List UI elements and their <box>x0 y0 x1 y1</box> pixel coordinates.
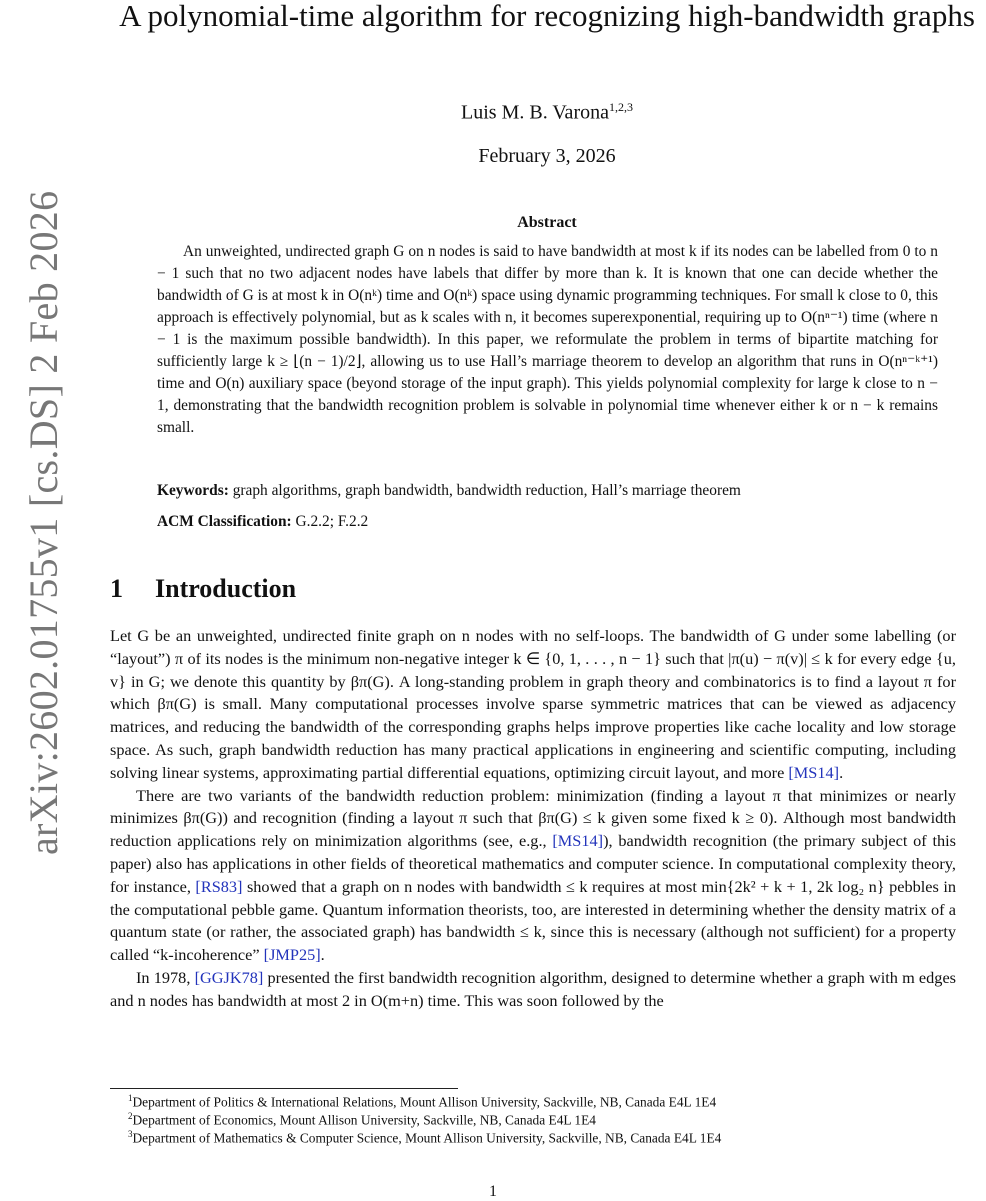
acm-classification-line <box>157 513 957 531</box>
abstract-heading: Abstract <box>517 214 577 231</box>
citation-link-ms14-2[interactable]: [MS14] <box>552 831 604 851</box>
paragraph-2 <box>110 785 956 967</box>
citation-link-jmp25[interactable]: [JMP25] <box>263 945 321 965</box>
paragraph-2-text-a: There are two variants of the bandwidth reduction problem: minimization (finding a layout π that minimizes or nearly minimizes βπ(G)) and recognition (finding a layout π such that βπ(G) ≤ k given some fixed k ≥ 0). Although most bandwidth reduction applications rely on minimization algorithms (see, e.g., <box>110 785 956 851</box>
author-line <box>110 100 984 125</box>
paper-title: A polynomial-time algorithm for recognizing high-bandwidth graphs <box>119 0 975 33</box>
acm-text: G.2.2; F.2.2 <box>295 513 369 530</box>
footnote-1 <box>128 1093 968 1110</box>
citation-link-rs83[interactable]: [RS83] <box>195 876 243 896</box>
citation-link-ggjk78[interactable]: [GGJK78] <box>194 967 264 987</box>
footnote-2 <box>128 1111 968 1128</box>
paragraph-2-text-b: ), bandwidth recognition (the primary subject of this paper) also has applications in other fields of theoretical mathematics and computer science. In computational complexity theory, for instance, <box>110 831 957 896</box>
paragraph-3-text-a: In 1978, <box>136 967 191 987</box>
paragraph-2-text-c: showed that a graph on n nodes with bandwidth ≤ k requires at most min{2k² + k + 1, 2k log₂ n} pebbles in the computational pebble game. Quantum information theorists, too, are interested in determining whether the density matrix of a quantum state (or rather, the associated graph) has bandwidth ≤ k, since this is necessary (although not sufficient) for a property called “k-incoherence” <box>110 876 956 965</box>
keywords-label: Keywords: <box>157 482 229 499</box>
footnote-1-mark: 1 <box>128 1093 133 1103</box>
paragraph-1-end: . <box>839 762 844 782</box>
section-number: 1 <box>110 574 123 603</box>
footnote-2-mark: 2 <box>128 1111 133 1121</box>
author-name: Luis M. B. Varona <box>461 101 609 124</box>
paragraph-3 <box>110 967 956 1013</box>
footnote-1-text: Department of Politics & International Relations, Mount Allison University, Sackville, NB, Canada E4L 1E4 <box>132 1094 717 1110</box>
body-text <box>110 625 956 1013</box>
footnote-rule <box>110 1088 458 1089</box>
paper-date: February 3, 2026 <box>478 145 616 167</box>
paragraph-3-text-b: presented the first bandwidth recognition algorithm, designed to determine whether a graph with m edges and n nodes has bandwidth at most 2 in O(m+n) time. This was soon followed by the <box>110 967 957 1010</box>
footnote-2-text: Department of Economics, Mount Allison University, Sackville, NB, Canada E4L 1E4 <box>132 1112 597 1128</box>
paragraph-1-text: Let G be an unweighted, undirected finite graph on n nodes with no self-loops. The bandwidth of G under some labelling (or “layout”) π of its nodes is the minimum non-negative integer k ∈ {0, 1, . . . , n − 1} such that |π(u) − π(v)| ≤ k for every edge {u, v} in G; we denote this quantity by βπ(G). A long-standing problem in graph theory and combinatorics is to find a layout π for which βπ(G) is small. Many computational processes involve sparse symmetric matrices that can be viewed as adjacency matrices, and reducing the bandwidth of the corresponding graphs helps improve properties like cache locality and low storage space. As such, graph bandwidth reduction has many practical applications in engineering and scientific computing, including solving linear systems, approximating partial differential equations, optimizing circuit layout, and more <box>110 626 956 782</box>
footnote-3-text: Department of Mathematics & Computer Science, Mount Allison University, Sackville, NB, Canada E4L 1E4 <box>132 1130 722 1146</box>
footnote-3-mark: 3 <box>128 1129 133 1139</box>
footnote-3 <box>128 1129 968 1146</box>
section-title: Introduction <box>155 574 297 603</box>
paragraph-1 <box>110 625 956 785</box>
arxiv-sidebar-stamp[interactable]: arXiv:2602.01755v1 [cs.DS] 2 Feb 2026 <box>21 190 66 855</box>
page-number: 1 <box>489 1183 497 1200</box>
section-heading <box>110 574 296 604</box>
abstract-text: An unweighted, undirected graph G on n nodes is said to have bandwidth at most k if its nodes can be labelled from 0 to n − 1 such that no two adjacent nodes have labels that differ by more than k. It is known that one can decide whether the bandwidth of G is at most k in O(nᵏ) time and O(nᵏ) space using dynamic programming techniques. For small k close to 0, this approach is effectively polynomial, but as k scales with n, it becomes superexponential, requiring up to O(nⁿ⁻¹) time (where n − 1 is the maximum possible bandwidth). In this paper, we reformulate the problem in terms of bipartite matching for sufficiently large k ≥ ⌊(n − 1)/2⌋, allowing us to use Hall’s marriage theorem to develop an algorithm that runs in O(nⁿ⁻ᵏ⁺¹) time and O(n) auxiliary space (beyond storage of the input graph). This yields polynomial complexity for large k close to n − 1, demonstrating that the bandwidth recognition problem is solvable in polynomial time whenever either k or n − k remains small. <box>157 243 938 436</box>
paragraph-2-end: . <box>320 945 325 965</box>
keywords-line <box>157 482 957 500</box>
acm-label: ACM Classification: <box>157 513 292 530</box>
citation-link-ms14[interactable]: [MS14] <box>788 762 840 782</box>
author-affiliation-marks: 1,2,3 <box>608 100 633 114</box>
keywords-text: graph algorithms, graph bandwidth, bandwidth reduction, Hall’s marriage theorem <box>232 482 741 499</box>
